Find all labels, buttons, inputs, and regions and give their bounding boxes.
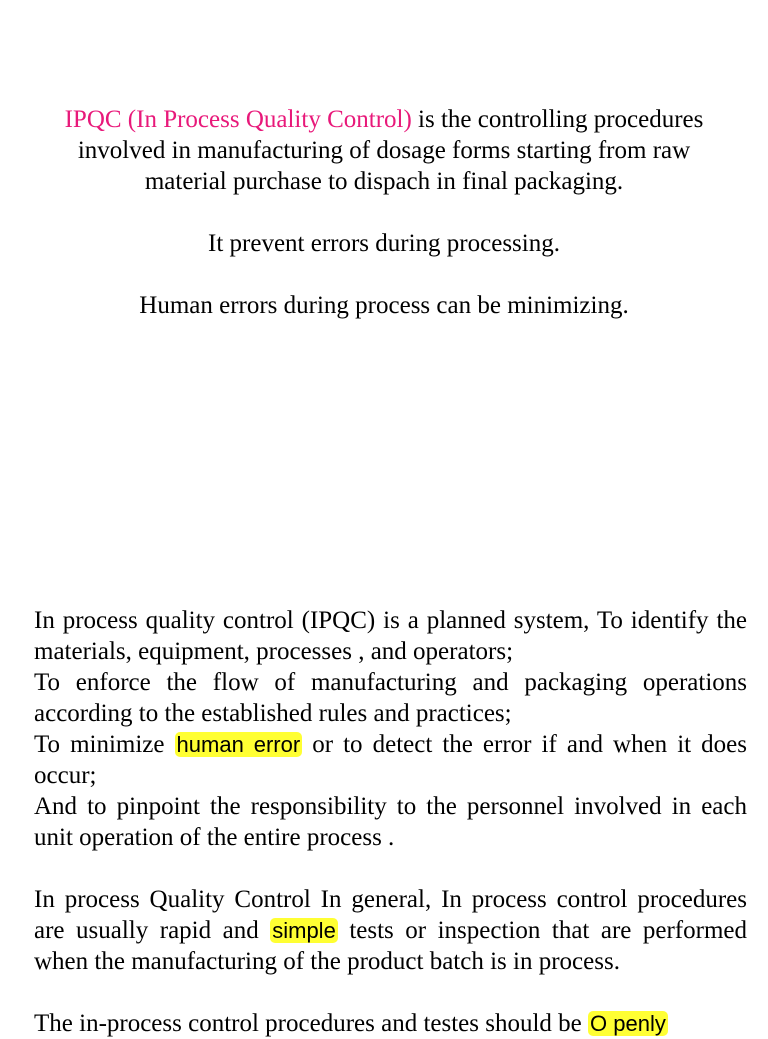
text-span: or to detect the error if and when it does occur; [34, 731, 747, 789]
text-span: In process Quality Control In general, In process control procedures are usually rapid and [34, 886, 747, 944]
body-section [34, 605, 747, 1039]
paragraph-minimize [34, 729, 747, 791]
text-span: To minimize [34, 731, 175, 758]
highlight-human-error: human error [176, 732, 301, 757]
text-span: The in-process control procedures and testes should be [34, 1010, 589, 1037]
paragraph-pinpoint: And to pinpoint the responsibility to the personnel involved in each unit operation of the entire process . [34, 793, 747, 851]
paragraph-identify: In process quality control (IPQC) is a planned system, To identify the materials, equipment, processes , and operators; [34, 607, 747, 665]
ipqc-term: IPQC (In Process Quality Control) [64, 106, 412, 133]
highlight-openly: O penly [590, 1011, 666, 1036]
text-span: tests or inspection that are performed when the manufacturing of the product batch is in process. [34, 917, 747, 975]
intro-line-human-errors: Human errors during process can be minimizing. [139, 292, 629, 319]
paragraph-general [34, 884, 747, 977]
intro-section [60, 104, 708, 321]
intro-line-errors: It prevent errors during processing. [208, 230, 560, 257]
ipqc-definition-text: is the controlling procedures involved in manufacturing of dosage forms starting from raw material purchase to dispach in final packaging. [77, 106, 704, 195]
ipqc-definition [60, 104, 708, 197]
highlight-simple: simple [272, 918, 336, 943]
paragraph-enforce: To enforce the flow of manufacturing and packaging operations according to the established rules and practices; [34, 669, 747, 727]
